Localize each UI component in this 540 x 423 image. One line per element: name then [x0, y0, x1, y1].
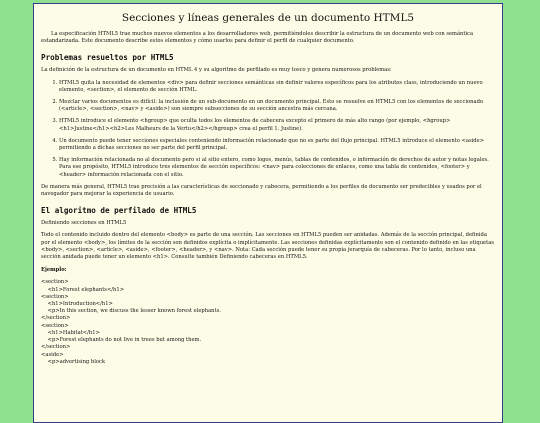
code-line: <h1>Introduction</h1> [41, 301, 113, 308]
section-heading-problems: Problemas resueltos por HTML5 [41, 53, 174, 63]
list-item: 1. HTML5 quita la necesidad de elementos <div> para definir secciones semánticas sin definir valores específicos para los atributos class, introduciendo un nuevo elemento, <section>, el elemento de sección HTML. [59, 80, 495, 94]
list-item: 5. Hay información relacionada no al documento pero si al sitio entero, como logos, menús, tablas de contenidos, o información de derechos de autor y notas legales. Para ese propósito, HTML5 introduce tres elementos de sección específicos: <nav> para colecciones de enlaces, como una tabla de contenidos, <footer> y <header> información relacionada con el sitio. [59, 157, 495, 179]
list-item: 2. Mezclar varios documentos es difícil: la inclusión de un sub-documento en un documento principal. Esto se resuelve en HTML5 con los elementos de seccionado (<article>, <section>, <nav> y <aside>) son siempre subsecciones de su sección ancestra más cercana. [59, 99, 495, 113]
code-example [41, 279, 495, 365]
problems-list [41, 80, 495, 179]
code-line: <h1>Habitat</h1> [41, 329, 100, 336]
code-line: <section> [41, 322, 69, 329]
problems-lead-paragraph: La definición de la estructura de un documento en HTML 4 y su algoritmo de perfilado es muy tosco y genera numerosos problemas: [41, 67, 392, 74]
code-line: </section> [41, 344, 71, 351]
code-line: <p>advertising block [41, 358, 106, 365]
code-line: <section> [41, 279, 69, 286]
code-line: <section> [41, 293, 69, 300]
list-item: 4. Un documento puede tener secciones especiales conteniendo información relacionado que no es parte del flujo principal. HTML5 introduce el elemento <aside> permitiendo a dichas secciones no ser parte del perfil principal. [59, 138, 495, 152]
list-item: 3. HTML5 introduce el elemento <hgroup> que oculta todos los elementos de cabecera excepto el primero de más alto rango (por ejemplo, <hgroup><h1>Justine</h1><h2>Les Malheurs de la Vertu</h2></hgroup> crea el perfil 1. Justine). [59, 118, 495, 132]
algorithm-subtitle: Definiendo secciones en HTML5 [41, 220, 127, 227]
code-line: <aside> [41, 351, 64, 358]
code-line: <h1>Forest elephants</h1> [41, 286, 125, 293]
page-title: Secciones y líneas generales de un documento HTML5 [121, 12, 415, 24]
code-line: <p>In this section, we discuss the lesser known forest elephants. [41, 308, 221, 315]
example-label: Ejemplo: [41, 267, 67, 274]
intro-paragraph: La especificación HTML5 trae muchos nuevos elementos a los desarrolladores web, permitiéndoles describir la estructura de un documento web con semántica estandarizada. Este documento describe estos elementos y cómo usarlos para definir el perfil de cualquier documento. [41, 31, 474, 45]
code-line: </section> [41, 315, 71, 322]
problems-closing-paragraph: De manera más general, HTML5 trae precisión a las características de seccionado y cabecera, permitiendo a los perfiles de documento ser predecibles y usados por el navegador para mejorar la experiencia de usuario. [41, 183, 482, 198]
section-heading-algorithm: El algoritmo de perfilado de HTML5 [41, 206, 197, 216]
document-page [33, 3, 503, 423]
code-line: <p>Forest elephants do not live in trees but among them. [41, 337, 202, 344]
algorithm-body-paragraph: Todo el contenido incluido dentro del elemento <body> es parte de una sección. Las secciones en HTML5 pueden ser anidadas. Además de la sección principal, definida por el elemento <body>, los límites de la sección son definidos explícita o implícitamente. Las secciones definidas explícitamente son el contenido definido en las etiquetas <body>, <section>, <article>, <aside>, <footer>, <header>, y <nav>. Nota: Cada sección puede tener su propia jerarquía de cabeceras. Por lo tanto, incluso una sección anidada puede tener un elemento <h1>. Consulte también Definiendo cabeceras en HTML5. [41, 232, 494, 261]
